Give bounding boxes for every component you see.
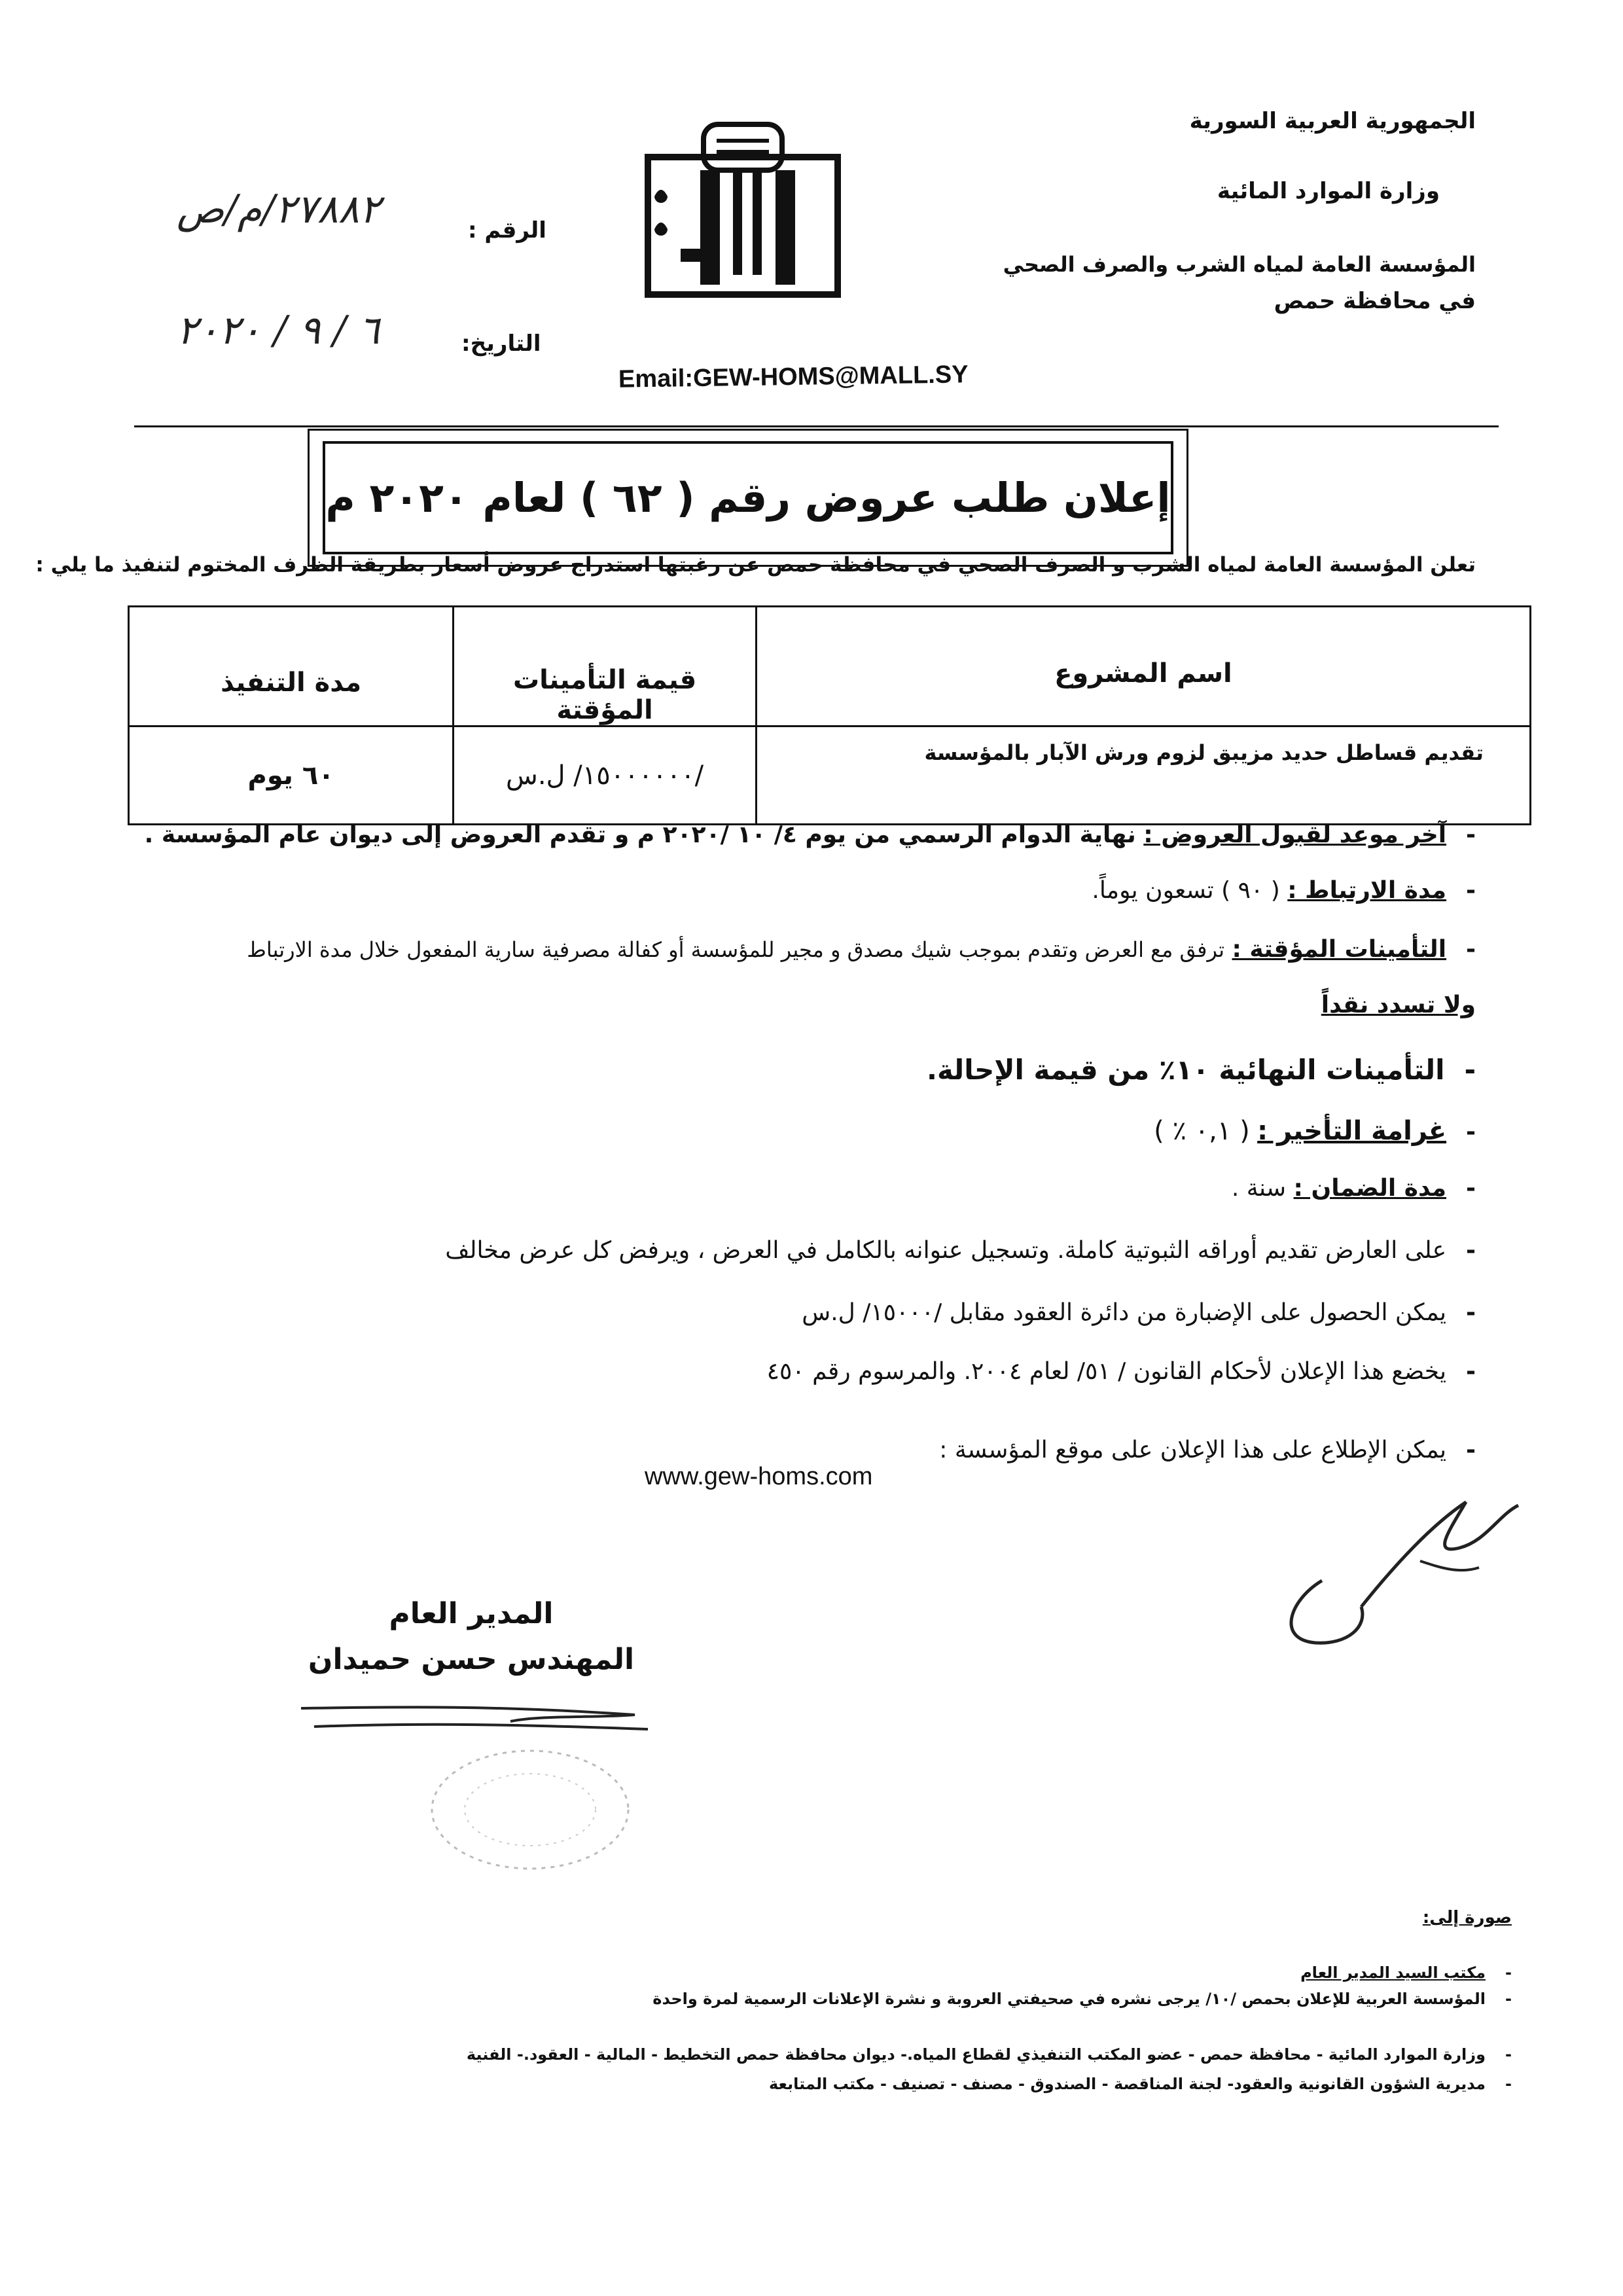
cc-item: -وزارة الموارد المائية - محافظة حمص - عضو المكتب التنفيذي لقطاع المياه.- ديوان محافظة حمص التخطيط - المالية - العقود.- الفنية (466, 2045, 1512, 2064)
header-email: Email:GEW-HOMS@MALL.SY (618, 361, 969, 393)
header-country: الجمهورية العربية السورية (1189, 108, 1476, 134)
deadline-text: نهاية الدوام الرسمي من يوم ٤/ ١٠ /٢٠٢٠ م و تقدم العروض إلى ديوان عام المؤسسة . (144, 821, 1136, 848)
director-signature (294, 1695, 661, 1741)
condition-temp-deposit: -التأمينات المؤقتة : ترفق مع العرض وتقدم بموجب شيك مصدق و مجير للمؤسسة أو كفالة مصرفية سارية المفعول خلال مدة الارتباط (247, 936, 1476, 963)
reference-label: الرقم : (468, 217, 546, 243)
institution-logo (645, 118, 841, 298)
director-title: المدير العام (389, 1597, 554, 1630)
condition-dossier: -يمكن الحصول على الإضبارة من دائرة العقود مقابل /١٥٠٠٠/ ل.س (802, 1299, 1476, 1326)
cc-heading: صورة إلى: (1422, 1908, 1512, 1928)
cc-item: -المؤسسة العربية للإعلان بحمص /١٠/ يرجى نشره في صحيفتي العروبة و نشرة الإعلانات الرسمية لمرة واحدة (652, 1990, 1512, 2008)
date-value: ٦ / ٩ / ٢٠٢٠ (177, 308, 380, 353)
website-link[interactable]: www.gew-homs.com (645, 1463, 873, 1490)
cc-item: -مكتب السيد المدير العام (1300, 1964, 1512, 1982)
header-institution: المؤسسة العامة لمياه الشرب والصرف الصحي (1003, 252, 1476, 277)
documents-text: على العارض تقديم أوراقه الثبوتية كاملة. وتسجيل عنوانه بالكامل في العرض ، ويرفض كل عرض مخالف (445, 1237, 1447, 1264)
header-governorate: في محافظة حمص (1274, 288, 1476, 314)
handwritten-signature (1263, 1476, 1544, 1672)
date-label: التاريخ: (461, 331, 541, 357)
website-text: يمكن الإطلاع على هذا الإعلان على موقع المؤسسة : (939, 1437, 1447, 1463)
announcement-title: إعلان طلب عروض رقم ( ٦٢ ) لعام ٢٠٢٠ م (325, 474, 1171, 522)
project-deposit: /١٥٠٠٠٠٠٠/ ل.س (454, 726, 757, 825)
temp-deposit-label: التأمينات المؤقتة : (1232, 936, 1447, 963)
project-duration: ٦٠ يوم (129, 726, 454, 825)
table-row (129, 726, 1531, 825)
project-name: تقديم قساطل حديد مزيبق لزوم ورش الآبار بالمؤسسة (756, 726, 1530, 825)
no-cash-text: ولا تسدد نقداً (1321, 992, 1476, 1018)
condition-warranty: -مدة الضمان : سنة . (1231, 1175, 1476, 1202)
condition-deadline: -آخر موعد لقبول العروض : نهاية الدوام الرسمي من يوم ٤/ ١٠ /٢٠٢٠ م و تقدم العروض إلى ديوان عام المؤسسة . (144, 821, 1476, 848)
table-header-deposit: قيمة التأمينات المؤقتة (454, 607, 757, 726)
cc-item: -مديرية الشؤون القانونية والعقود- لجنة المناقصة - الصندوق - مصنف - تصنيف - مكتب المتابعة (768, 2075, 1512, 2093)
condition-penalty: -غرامة التأخير : ( ٠,١ ٪ ) (1154, 1116, 1476, 1146)
binding-text: ( ٩٠ ) تسعون يوماً. (1092, 877, 1280, 904)
condition-documents: -على العارض تقديم أوراقه الثبوتية كاملة. وتسجيل عنوانه بالكامل في العرض ، ويرفض كل عرض مخالف (445, 1237, 1476, 1264)
penalty-label: غرامة التأخير : (1257, 1116, 1447, 1146)
condition-no-cash (167, 992, 1476, 1018)
table-header-project: اسم المشروع (756, 607, 1530, 726)
header-divider (134, 425, 1499, 427)
condition-final-deposit: -التأمينات النهائية ١٠٪ من قيمة الإحالة. (927, 1054, 1476, 1086)
condition-website: -يمكن الإطلاع على هذا الإعلان على موقع المؤسسة : (939, 1437, 1476, 1463)
intro-text: تعلن المؤسسة العامة لمياه الشرب و الصرف الصحي في محافظة حمص عن رغبتها استدراج عروض أسعار بطريقة الظرف المختوم لتنفيذ ما يلي : (35, 553, 1476, 577)
director-name: المهندس حسن حميدان (308, 1643, 635, 1676)
faded-stamp (419, 1741, 641, 1878)
condition-law: -يخضع هذا الإعلان لأحكام القانون / ٥١/ لعام ٢٠٠٤. والمرسوم رقم ٤٥٠ (766, 1358, 1476, 1385)
law-text: يخضع هذا الإعلان لأحكام القانون / ٥١/ لعام ٢٠٠٤. والمرسوم رقم ٤٥٠ (766, 1358, 1447, 1385)
temp-deposit-text: ترفق مع العرض وتقدم بموجب شيك مصدق و مجير للمؤسسة أو كفالة مصرفية سارية المفعول خلال مدة الارتباط (247, 937, 1225, 962)
project-table (128, 605, 1531, 825)
warranty-text: سنة . (1231, 1175, 1287, 1202)
deadline-label: آخر موعد لقبول العروض : (1143, 821, 1447, 848)
header-ministry: وزارة الموارد المائية (1217, 178, 1440, 204)
table-header-duration: مدة التنفيذ (129, 607, 454, 726)
warranty-label: مدة الضمان : (1293, 1175, 1447, 1202)
final-deposit-text: التأمينات النهائية ١٠٪ من قيمة الإحالة. (927, 1054, 1445, 1086)
condition-binding: -مدة الارتباط : ( ٩٠ ) تسعون يوماً. (1092, 877, 1476, 904)
binding-label: مدة الارتباط : (1287, 877, 1447, 904)
title-box (308, 429, 1188, 567)
dossier-text: يمكن الحصول على الإضبارة من دائرة العقود مقابل /١٥٠٠٠/ ل.س (802, 1299, 1447, 1326)
penalty-text: ( ٠,١ ٪ ) (1154, 1116, 1250, 1146)
reference-number: ٢٧٨٨٢/م/ص (177, 187, 381, 232)
